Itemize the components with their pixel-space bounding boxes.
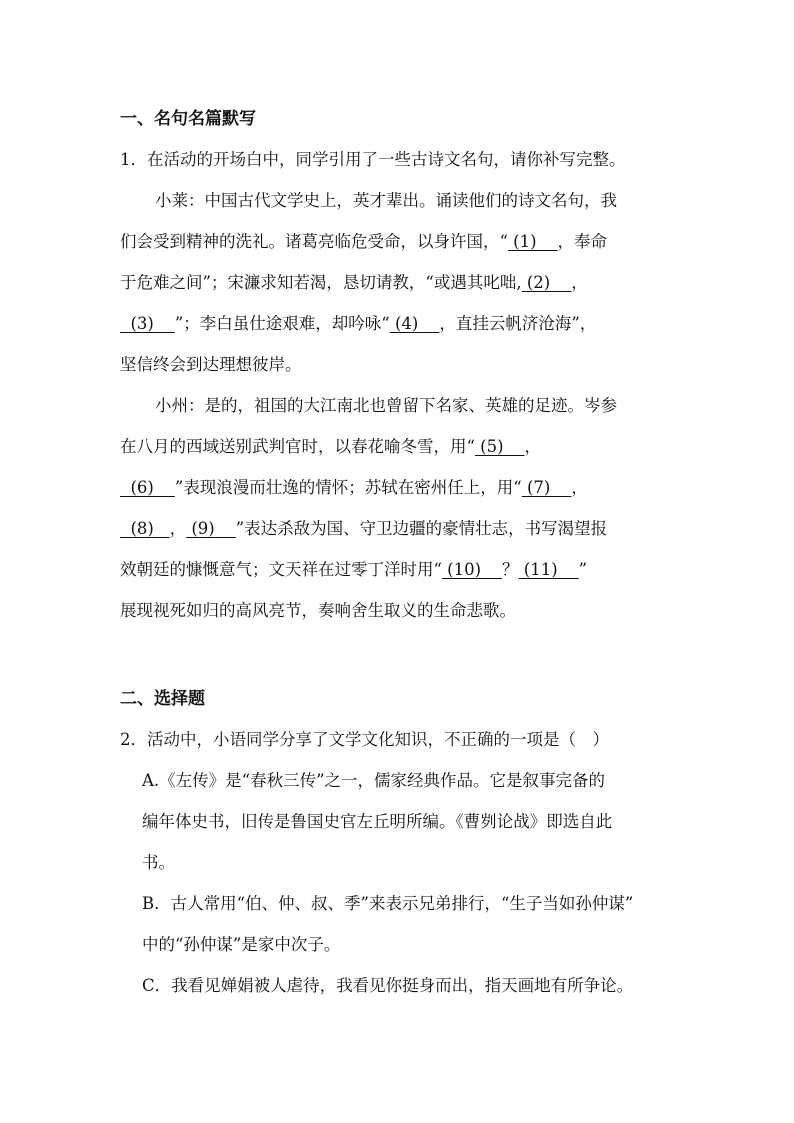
text-segment: ”；李白虽仕途艰难，却吟咏“: [174, 314, 390, 333]
text-segment: 在八月的西域送别武判官时，以春花喻冬雪，用“: [120, 437, 475, 456]
text-segment: ，: [524, 437, 542, 456]
text-segment: ，: [571, 273, 588, 292]
paragraph-2-line-1: 小州：是的，祖国的大江南北也曾留下名家、英雄的足迹。岑参: [155, 396, 617, 415]
paragraph-2-line-3: [120, 477, 588, 499]
blank-11: (11): [518, 560, 579, 579]
blank-10: (10): [441, 560, 503, 579]
text-segment: ，直挂云帆济沧海”，: [439, 314, 597, 333]
question-2-stem: 2．活动中，小语同学分享了文学文化知识，不正确的一项是（ ）: [120, 730, 609, 749]
blank-3: (3): [120, 314, 175, 333]
paragraph-2-line-4: [120, 518, 607, 540]
text-segment: 们会受到精神的洗礼。诸葛亮临危受命，以身许国，“: [120, 232, 508, 251]
blank-6: (6): [120, 478, 175, 497]
text-segment: 于危难之间”；宋濂求知若渴，恳切请教，“或遇其叱咄,: [120, 273, 522, 292]
text-segment: ，奉命: [557, 232, 608, 251]
paragraph-1-line-5: 坚信终会到达理想彼岸。: [120, 355, 302, 374]
text-segment: ”表现浪漫而壮逸的情怀；苏轼在密州任上，用“: [174, 478, 522, 497]
option-a-line-1: A.《左传》是“春秋三传”之一，儒家经典作品。它是叙事完备的: [142, 771, 606, 790]
paragraph-1-line-2: [120, 231, 607, 253]
section-1-heading: 一、名句名篇默写: [120, 109, 256, 129]
paragraph-1-line-1: 小莱：中国古代文学史上，英才辈出。诵读他们的诗文名句，我: [155, 191, 617, 210]
blank-4: (4): [389, 314, 440, 333]
paragraph-2-line-6: 展现视死如归的高风亮节，奏响舍生取义的生命悲歌。: [120, 601, 516, 620]
blank-7: (7): [521, 478, 572, 497]
blank-2: (2): [521, 273, 572, 292]
paragraph-1-line-4: [120, 313, 596, 335]
blank-8: (8): [120, 519, 170, 538]
option-b-line-1: B．古人常用“伯、仲、叔、季”来表示兄弟排行，“生子当如孙仲谋”: [142, 894, 634, 913]
option-a-line-2: 编年体史书，旧传是鲁国史官左丘明所编。《曹刿论战》即选自此: [142, 812, 613, 831]
blank-5: (5): [474, 437, 525, 456]
blank-9: (9): [186, 519, 236, 538]
question-1-stem: 1．在活动的开场白中，同学引用了一些古诗文名句，请你补写完整。: [120, 150, 626, 169]
paragraph-1-line-3: [120, 272, 588, 294]
section-2-heading: 二、选择题: [120, 689, 205, 709]
option-c-line-1: C．我看见婵娟被人虐待，我看见你挺身而出，指天画地有所争论。: [142, 976, 634, 995]
text-segment: 效朝廷的慷慨意气；文天祥在过零丁洋时用“: [120, 560, 442, 579]
text-segment: ”表达杀敌为国、守卫边疆的豪情壮志，书写渴望报: [235, 519, 608, 538]
text-segment: ？: [502, 560, 519, 579]
blank-1: (1): [507, 232, 558, 251]
text-segment: ，: [169, 519, 187, 538]
text-segment: ”: [578, 560, 588, 579]
paragraph-2-line-2: [120, 436, 541, 458]
option-b-line-2: 中的“孙仲谋”是家中次子。: [142, 935, 341, 954]
option-a-line-3: 书。: [142, 853, 175, 872]
paragraph-2-line-5: [120, 559, 587, 581]
text-segment: ，: [571, 478, 588, 497]
